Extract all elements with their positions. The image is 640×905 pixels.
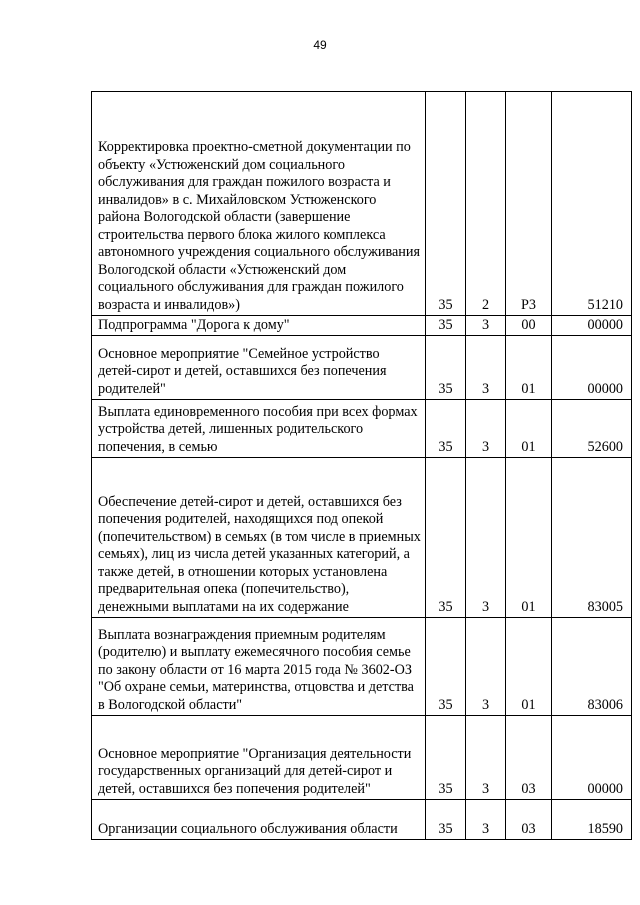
row-description: Корректировка проектно-сметной документации по объекту «Устюженский дом социального обслуживания для граждан пожилого возраста и инвалидов» в с. Михайловском Устюженского района Вологодской области (завершение строительства первого блока жилого комплекса автономного учреждения социального обслуживания Вологодской области «Устюженский дом социального обслуживания для граждан пожилого возраста и инвалидов») [92,92,426,316]
code-program: 3 [466,458,506,618]
code-ministry: 35 [426,400,466,458]
code-direction: 51210 [552,92,632,316]
code-event: 01 [506,400,552,458]
code-event: 01 [506,336,552,400]
row-description: Выплата единовременного пособия при всех формах устройства детей, лишенных родительского попечения, в семью [92,400,426,458]
table-row [92,800,632,840]
code-ministry: 35 [426,800,466,840]
row-description: Подпрограмма "Дорога к дому" [92,316,426,336]
code-ministry: 35 [426,618,466,716]
code-direction: 52600 [552,400,632,458]
code-event: 00 [506,316,552,336]
code-event: P3 [506,92,552,316]
code-ministry: 35 [426,316,466,336]
row-description: Основное мероприятие "Семейное устройство детей-сирот и детей, оставшихся без попечения родителей" [92,336,426,400]
code-ministry: 35 [426,458,466,618]
code-direction: 83005 [552,458,632,618]
code-program: 3 [466,800,506,840]
table-row [92,400,632,458]
table-row [92,92,632,316]
table-row [92,716,632,800]
code-event: 01 [506,618,552,716]
code-ministry: 35 [426,716,466,800]
code-program: 3 [466,336,506,400]
code-direction: 00000 [552,316,632,336]
code-program: 2 [466,92,506,316]
code-event: 01 [506,458,552,618]
code-direction: 00000 [552,716,632,800]
code-program: 3 [466,618,506,716]
code-direction: 18590 [552,800,632,840]
code-program: 3 [466,316,506,336]
table-row [92,336,632,400]
code-direction: 00000 [552,336,632,400]
code-direction: 83006 [552,618,632,716]
code-ministry: 35 [426,336,466,400]
page-number: 49 [313,38,327,52]
row-description: Организации социального обслуживания области [92,800,426,840]
table-row [92,316,632,336]
code-event: 03 [506,800,552,840]
code-program: 3 [466,400,506,458]
code-event: 03 [506,716,552,800]
budget-classification-table [91,91,632,840]
table-row [92,618,632,716]
row-description: Выплата вознаграждения приемным родителям (родителю) и выплату ежемесячного пособия семье по закону области от 16 марта 2015 года № 3602-ОЗ "Об охране семьи, материнства, отцовства и детства в Вологодской области" [92,618,426,716]
row-description: Основное мероприятие "Организация деятельности государственных организаций для детей-сирот и детей, оставшихся без попечения родителей" [92,716,426,800]
code-program: 3 [466,716,506,800]
row-description: Обеспечение детей-сирот и детей, оставшихся без попечения родителей, находящихся под опекой (попечительством) в семьях (в том числе в приемных семьях), лиц из числа детей указанных категорий, а также детей, в отношении которых установлена предварительная опека (попечительство), денежными выплатами на их содержание [92,458,426,618]
table-row [92,458,632,618]
code-ministry: 35 [426,92,466,316]
